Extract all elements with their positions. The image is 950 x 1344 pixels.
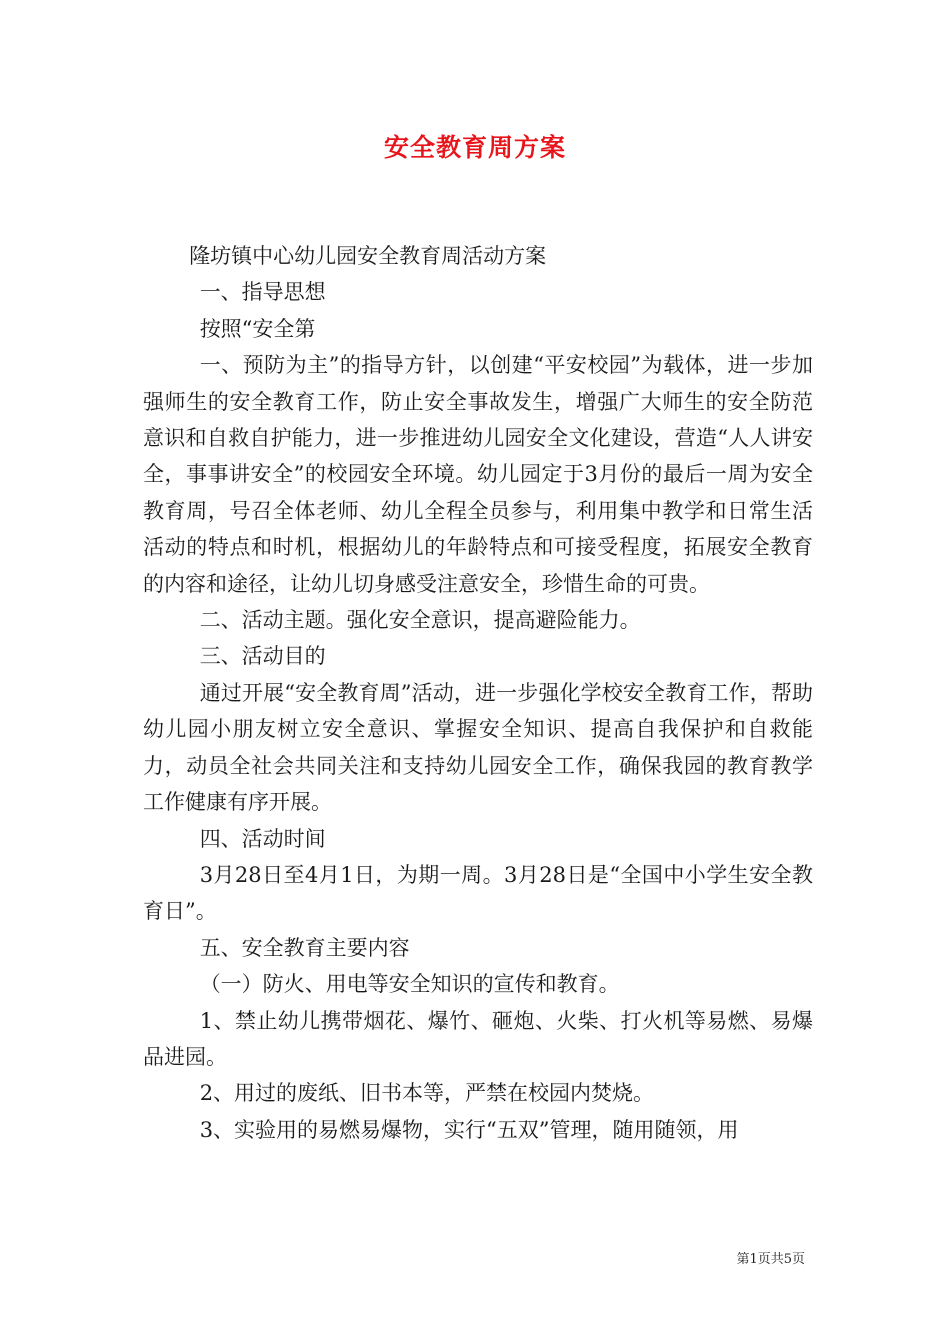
paragraph: （一）防火、用电等安全知识的宣传和教育。 — [199, 972, 620, 997]
paragraph: 隆坊镇中心幼儿园安全教育周活动方案 — [189, 244, 547, 268]
document-body — [143, 238, 813, 1148]
page-number: 第1页共5页 — [736, 1252, 805, 1267]
paragraph: 2、用过的废纸、旧书本等，严禁在校园内焚烧。 — [199, 1081, 655, 1106]
paragraph: 一、预防为主”的指导方针，以创建“平安校园”为载体，进一步加强师生的安全教育工作，防止安全事故发生，增强广大师生的安全防范意识和自救自护能力，进一步推进幼儿园安全文化建设，营造“人人讲安全，事事讲安全”的校园安全环境。幼儿园定于3月份的最后一周为安全教育周，号召全体老师、幼儿全程全员参与，利用集中教学和日常生活活动的特点和时机，根据幼儿的年龄特点和可接受程度，拓展安全教育的内容和途径，让幼儿切身感受注意安全，珍惜生命的可贵。 — [143, 353, 813, 596]
paragraph: 1、禁止幼儿携带烟花、爆竹、砸炮、火柴、打火机等易燃、易爆品进园。 — [143, 1008, 813, 1069]
paragraph: 一、指导思想 — [199, 280, 326, 305]
paragraph: 3月28日至4月1日，为期一周。3月28日是“全国中小学生安全教育日”。 — [143, 862, 813, 924]
paragraph: 四、活动时间 — [199, 826, 326, 851]
paragraph: 二、活动主题。强化安全意识，提高避险能力。 — [199, 608, 641, 633]
paragraph: 五、安全教育主要内容 — [199, 935, 410, 960]
paragraph: 通过开展“安全教育周”活动，进一步强化学校安全教育工作，帮助幼儿园小朋友树立安全意识、掌握安全知识、提高自我保护和自救能力，动员全社会共同关注和支持幼儿园安全工作，确保我园的教育教学工作健康有序开展。 — [143, 680, 813, 815]
paragraph: 三、活动目的 — [199, 644, 326, 669]
paragraph: 按照“安全第 — [199, 316, 316, 341]
document-title: 安全教育周方案 — [383, 133, 566, 162]
paragraph: 3、实验用的易燃易爆物，实行“五双”管理，随用随领，用 — [199, 1117, 739, 1142]
